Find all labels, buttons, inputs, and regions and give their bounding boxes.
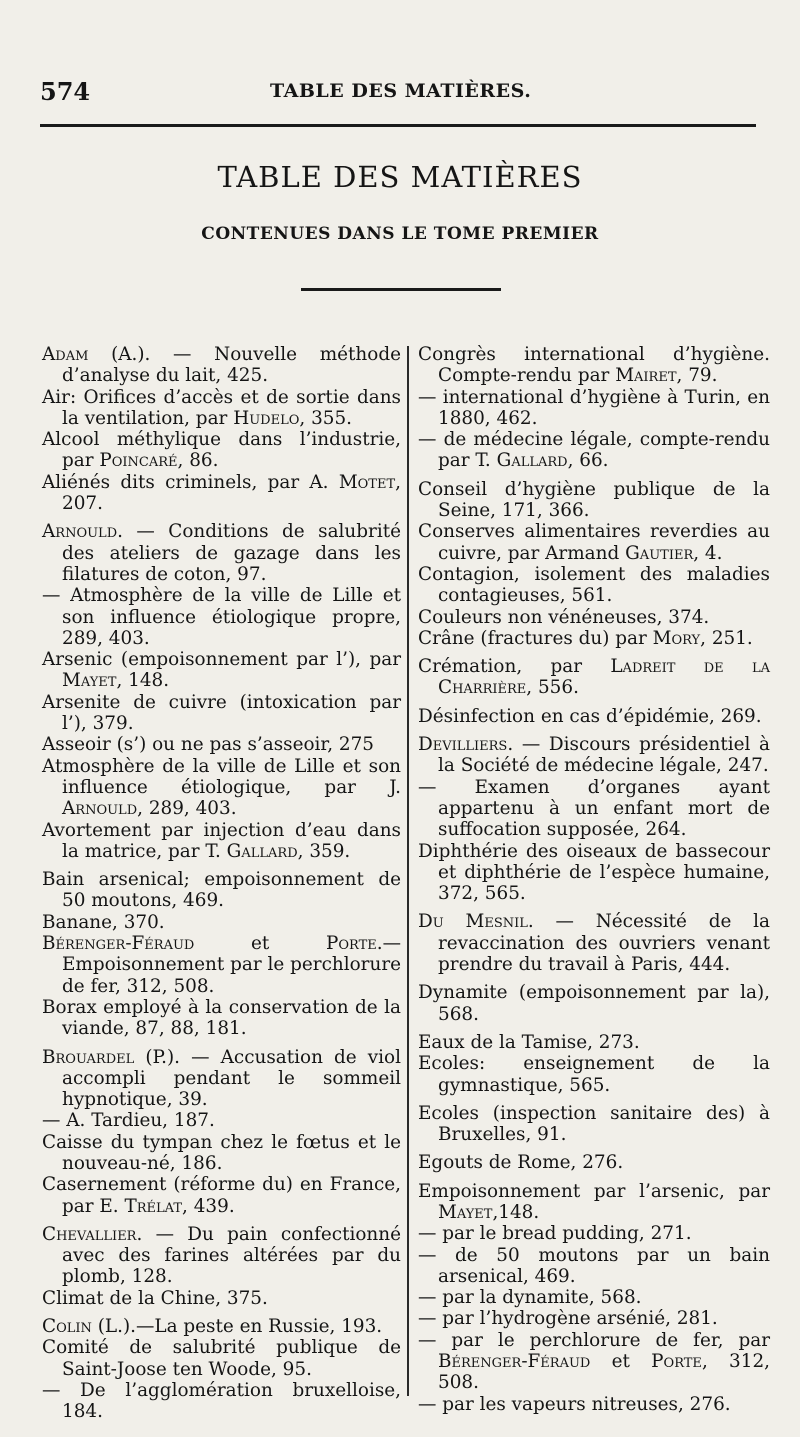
entry-text: — De l’agglomération bruxelloise, 184.	[42, 1379, 401, 1423]
index-entry	[42, 820, 401, 863]
entry-text: , 4.	[693, 542, 723, 564]
index-entry	[418, 1330, 770, 1394]
entry-text: ,148.	[492, 1201, 540, 1223]
entry-text: Conseil d’hygiène publique de la Seine, 171, 366.	[418, 478, 770, 522]
index-entry	[42, 734, 401, 755]
entry-text: — par l’hydrogène arsénié, 281.	[418, 1308, 718, 1330]
entry-text: , 312, 508.	[438, 1351, 771, 1394]
entry-text: Banane, 370.	[42, 911, 165, 933]
entry-text: et	[590, 1351, 652, 1373]
entry-text: Ecoles (inspection sanitaire des) à Bruxelles, 91.	[418, 1102, 770, 1146]
index-entry	[418, 1032, 770, 1053]
index-entry	[42, 1337, 401, 1380]
author-name: Arnould.	[42, 521, 123, 543]
index-entry	[418, 777, 770, 841]
entry-text: , 355.	[299, 407, 353, 429]
entry-text: .—Empoisonnement par le perchlorure de fer, 312, 508.	[62, 933, 401, 997]
index-entry	[418, 429, 770, 472]
author-name: Bérenger-Féraud	[438, 1351, 591, 1373]
index-entry	[42, 1132, 401, 1175]
entry-text: Dynamite (empoisonnement par la), 568.	[418, 982, 770, 1025]
index-entry	[42, 912, 401, 933]
index-entry	[418, 1152, 770, 1173]
author-name: Devilliers.	[418, 734, 514, 756]
index-entry	[42, 933, 401, 997]
author-name: Porte	[325, 933, 377, 955]
entry-text: — Nouvelle méthode d’analyse du lait, 425.	[62, 344, 401, 387]
entry-text: Arsenic (empoisonnement par l’), par	[42, 649, 401, 671]
title-rule	[301, 288, 501, 291]
author-name: Porte	[651, 1351, 702, 1373]
index-entry	[418, 841, 770, 905]
author-name: Motet	[338, 471, 396, 493]
author-name: Bérenger-Féraud	[42, 933, 195, 955]
entry-text: Crâne (fractures du) par	[418, 627, 653, 649]
page-subtitle: CONTENUES DANS LE TOME PREMIER	[201, 224, 599, 244]
author-name: Mory	[652, 627, 701, 649]
author-name: Adam (A.).	[42, 344, 151, 365]
entry-text: — Du pain confectionné avec des farines altérées par du plomb, 128.	[62, 1223, 401, 1288]
index-entry	[42, 1316, 401, 1337]
entry-text: Climat de la Chine, 375.	[42, 1287, 268, 1309]
entry-text: Egouts de Rome, 276.	[418, 1152, 624, 1174]
index-entry	[418, 734, 770, 777]
index-entry	[418, 607, 770, 628]
index-column-left	[42, 344, 401, 1423]
entry-text: , 359.	[297, 840, 351, 862]
entry-text: — par la dynamite, 568.	[418, 1287, 642, 1309]
entry-text: — A. Tardieu, 187.	[42, 1110, 215, 1132]
entry-text: , 439.	[182, 1195, 235, 1217]
author-name: Colin (L.).	[42, 1316, 136, 1338]
index-entry	[418, 344, 770, 387]
index-entry	[418, 911, 770, 975]
entry-text: , 289, 403.	[137, 798, 237, 820]
author-name: Poincaré	[99, 450, 178, 472]
index-entry	[42, 756, 401, 820]
index-entry	[42, 585, 401, 649]
index-entry	[42, 1047, 401, 1111]
entry-text: Couleurs non vénéneuses, 374.	[418, 606, 710, 628]
entry-text: Désinfection en cas d’épidémie, 269.	[418, 705, 762, 727]
author-name: Brouardel (P.).	[42, 1046, 181, 1068]
entry-text: Congrès international d’hygiène. Compte-rendu par	[418, 344, 770, 387]
index-entry	[42, 1174, 401, 1217]
entry-text: Crémation, par	[418, 656, 611, 678]
author-name: Du Mesnil.	[418, 911, 534, 933]
page-title: TABLE DES MATIÈRES	[217, 160, 583, 194]
author-name: Gautier	[625, 542, 694, 564]
author-name: Arnould	[62, 798, 138, 820]
entry-text: — par le perchlorure de fer, par	[418, 1329, 770, 1351]
entry-text: — Conditions de salubrité des ateliers de gazage dans les filatures de coton, 97.	[62, 521, 401, 585]
entry-text: Atmosphère de la ville de Lille et son influence étiologique, par J.	[42, 755, 401, 798]
index-entry	[42, 521, 401, 585]
index-entry	[418, 656, 770, 699]
index-entry	[418, 564, 770, 607]
page-number: 574	[40, 76, 91, 106]
running-head: TABLE DES MATIÈRES.	[270, 80, 532, 102]
entry-text: Air: Orifices d’accès et de sortie dans la ventilation, par	[42, 386, 401, 429]
author-name: Mairet	[615, 365, 677, 387]
entry-text: Conserves alimentaires reverdies au cuivre, par Armand	[418, 521, 770, 564]
index-entry	[42, 1380, 401, 1423]
entry-text: — Accusation de viol accompli pendant le sommeil hypnotique, 39.	[62, 1046, 401, 1111]
entry-text: Diphthérie des oiseaux de bassecour et diphthérie de l’espèce humaine, 372, 565.	[418, 840, 770, 905]
index-entry	[418, 982, 770, 1025]
index-entry	[418, 706, 770, 727]
index-entry	[42, 692, 401, 735]
entry-text: Eaux de la Tamise, 273.	[418, 1031, 640, 1053]
entry-text: Ecoles: enseignement de la gymnastique, 565.	[418, 1053, 770, 1096]
entry-text: — de 50 moutons par un bain arsenical, 469.	[418, 1244, 770, 1287]
index-entry	[418, 1394, 770, 1415]
entry-text: , 207.	[62, 471, 401, 515]
page-header	[40, 74, 760, 108]
index-entry	[418, 1053, 770, 1096]
author-name: Mayet	[438, 1201, 493, 1223]
entry-text: Asseoir (s’) ou ne pas s’asseoir, 275	[42, 734, 374, 756]
entry-text: , 251.	[700, 627, 753, 649]
entry-text: Aliénés dits criminels, par A.	[42, 471, 339, 493]
entry-text: Caisse du tympan chez le fœtus et le nouveau-né, 186.	[42, 1131, 401, 1174]
author-name: Ladreit de la Charrière	[438, 656, 771, 699]
entry-text: Alcool méthylique dans l’industrie, par	[42, 429, 401, 472]
entry-text: — par le bread pudding, 271.	[418, 1223, 692, 1245]
index-entry	[42, 869, 401, 912]
entry-text: Contagion, isolement des maladies contagieuses, 561.	[418, 563, 770, 607]
index-entry	[418, 628, 770, 649]
index-entry	[42, 472, 401, 515]
index-entry	[418, 387, 770, 430]
entry-text: Bain arsenical; empoisonnement de 50 moutons, 469.	[42, 869, 401, 912]
entry-text: Arsenite de cuivre (intoxication par l’), 379.	[42, 691, 401, 735]
header-rule	[40, 124, 756, 127]
index-entry	[42, 344, 401, 387]
entry-text: , 148.	[116, 670, 170, 692]
index-entry	[418, 479, 770, 522]
index-entry	[42, 387, 401, 430]
author-name: Mayet	[62, 670, 117, 692]
entry-text: Comité de salubrité publique de Saint-Joose ten Woode, 95.	[42, 1337, 401, 1380]
entry-text: Casernement (réforme du) en France, par E.	[42, 1174, 401, 1217]
index-entry	[418, 1308, 770, 1329]
author-name: Chevallier.	[42, 1223, 143, 1245]
entry-text: — Nécessité de la revaccination des ouvriers venant prendre du travail à Paris, 444.	[438, 911, 770, 976]
entry-text: — Discours présidentiel à la Société de médecine légale, 247.	[438, 734, 770, 777]
index-entry	[418, 1181, 770, 1224]
index-entry	[42, 1224, 401, 1288]
entry-text: , 66.	[567, 450, 609, 472]
entry-text: Avortement par injection d’eau dans la matrice, par T.	[42, 819, 401, 862]
index-entry	[418, 1287, 770, 1308]
entry-text: — Examen d’organes ayant appartenu à un enfant mort de suffocation supposée, 264.	[418, 776, 770, 841]
index-entry	[42, 429, 401, 472]
index-entry	[42, 649, 401, 692]
index-entry	[418, 1103, 770, 1146]
author-name: Hudelo	[233, 407, 300, 429]
entry-text: — par les vapeurs nitreuses, 276.	[418, 1393, 731, 1415]
entry-text: — international d’hygiène à Turin, en 1880, 462.	[418, 386, 770, 429]
entry-text: — Atmosphère de la ville de Lille et son influence étiologique propre, 289, 403.	[42, 585, 401, 649]
index-entry	[42, 997, 401, 1040]
author-name: Gallard	[496, 450, 568, 472]
index-entry	[418, 1223, 770, 1244]
entry-text: , 79.	[676, 365, 718, 387]
column-divider	[407, 346, 409, 1396]
index-column-right	[418, 344, 770, 1415]
author-name: Gallard	[226, 840, 298, 862]
entry-text: , 86.	[177, 450, 219, 472]
entry-text: Borax employé à la conservation de la viande, 87, 88, 181.	[42, 996, 401, 1040]
index-entry	[418, 521, 770, 564]
entry-text: , 556.	[526, 677, 579, 699]
entry-text: — de médecine légale, compte-rendu par T.	[418, 429, 770, 472]
entry-text: Empoisonnement par l’arsenic, par	[418, 1180, 770, 1202]
author-name: Trélat	[124, 1195, 183, 1217]
index-entry	[42, 1288, 401, 1309]
entry-text: et	[194, 933, 326, 955]
entry-text: —La peste en Russie, 193.	[135, 1316, 383, 1338]
index-entry	[42, 1110, 401, 1131]
index-entry	[418, 1245, 770, 1288]
